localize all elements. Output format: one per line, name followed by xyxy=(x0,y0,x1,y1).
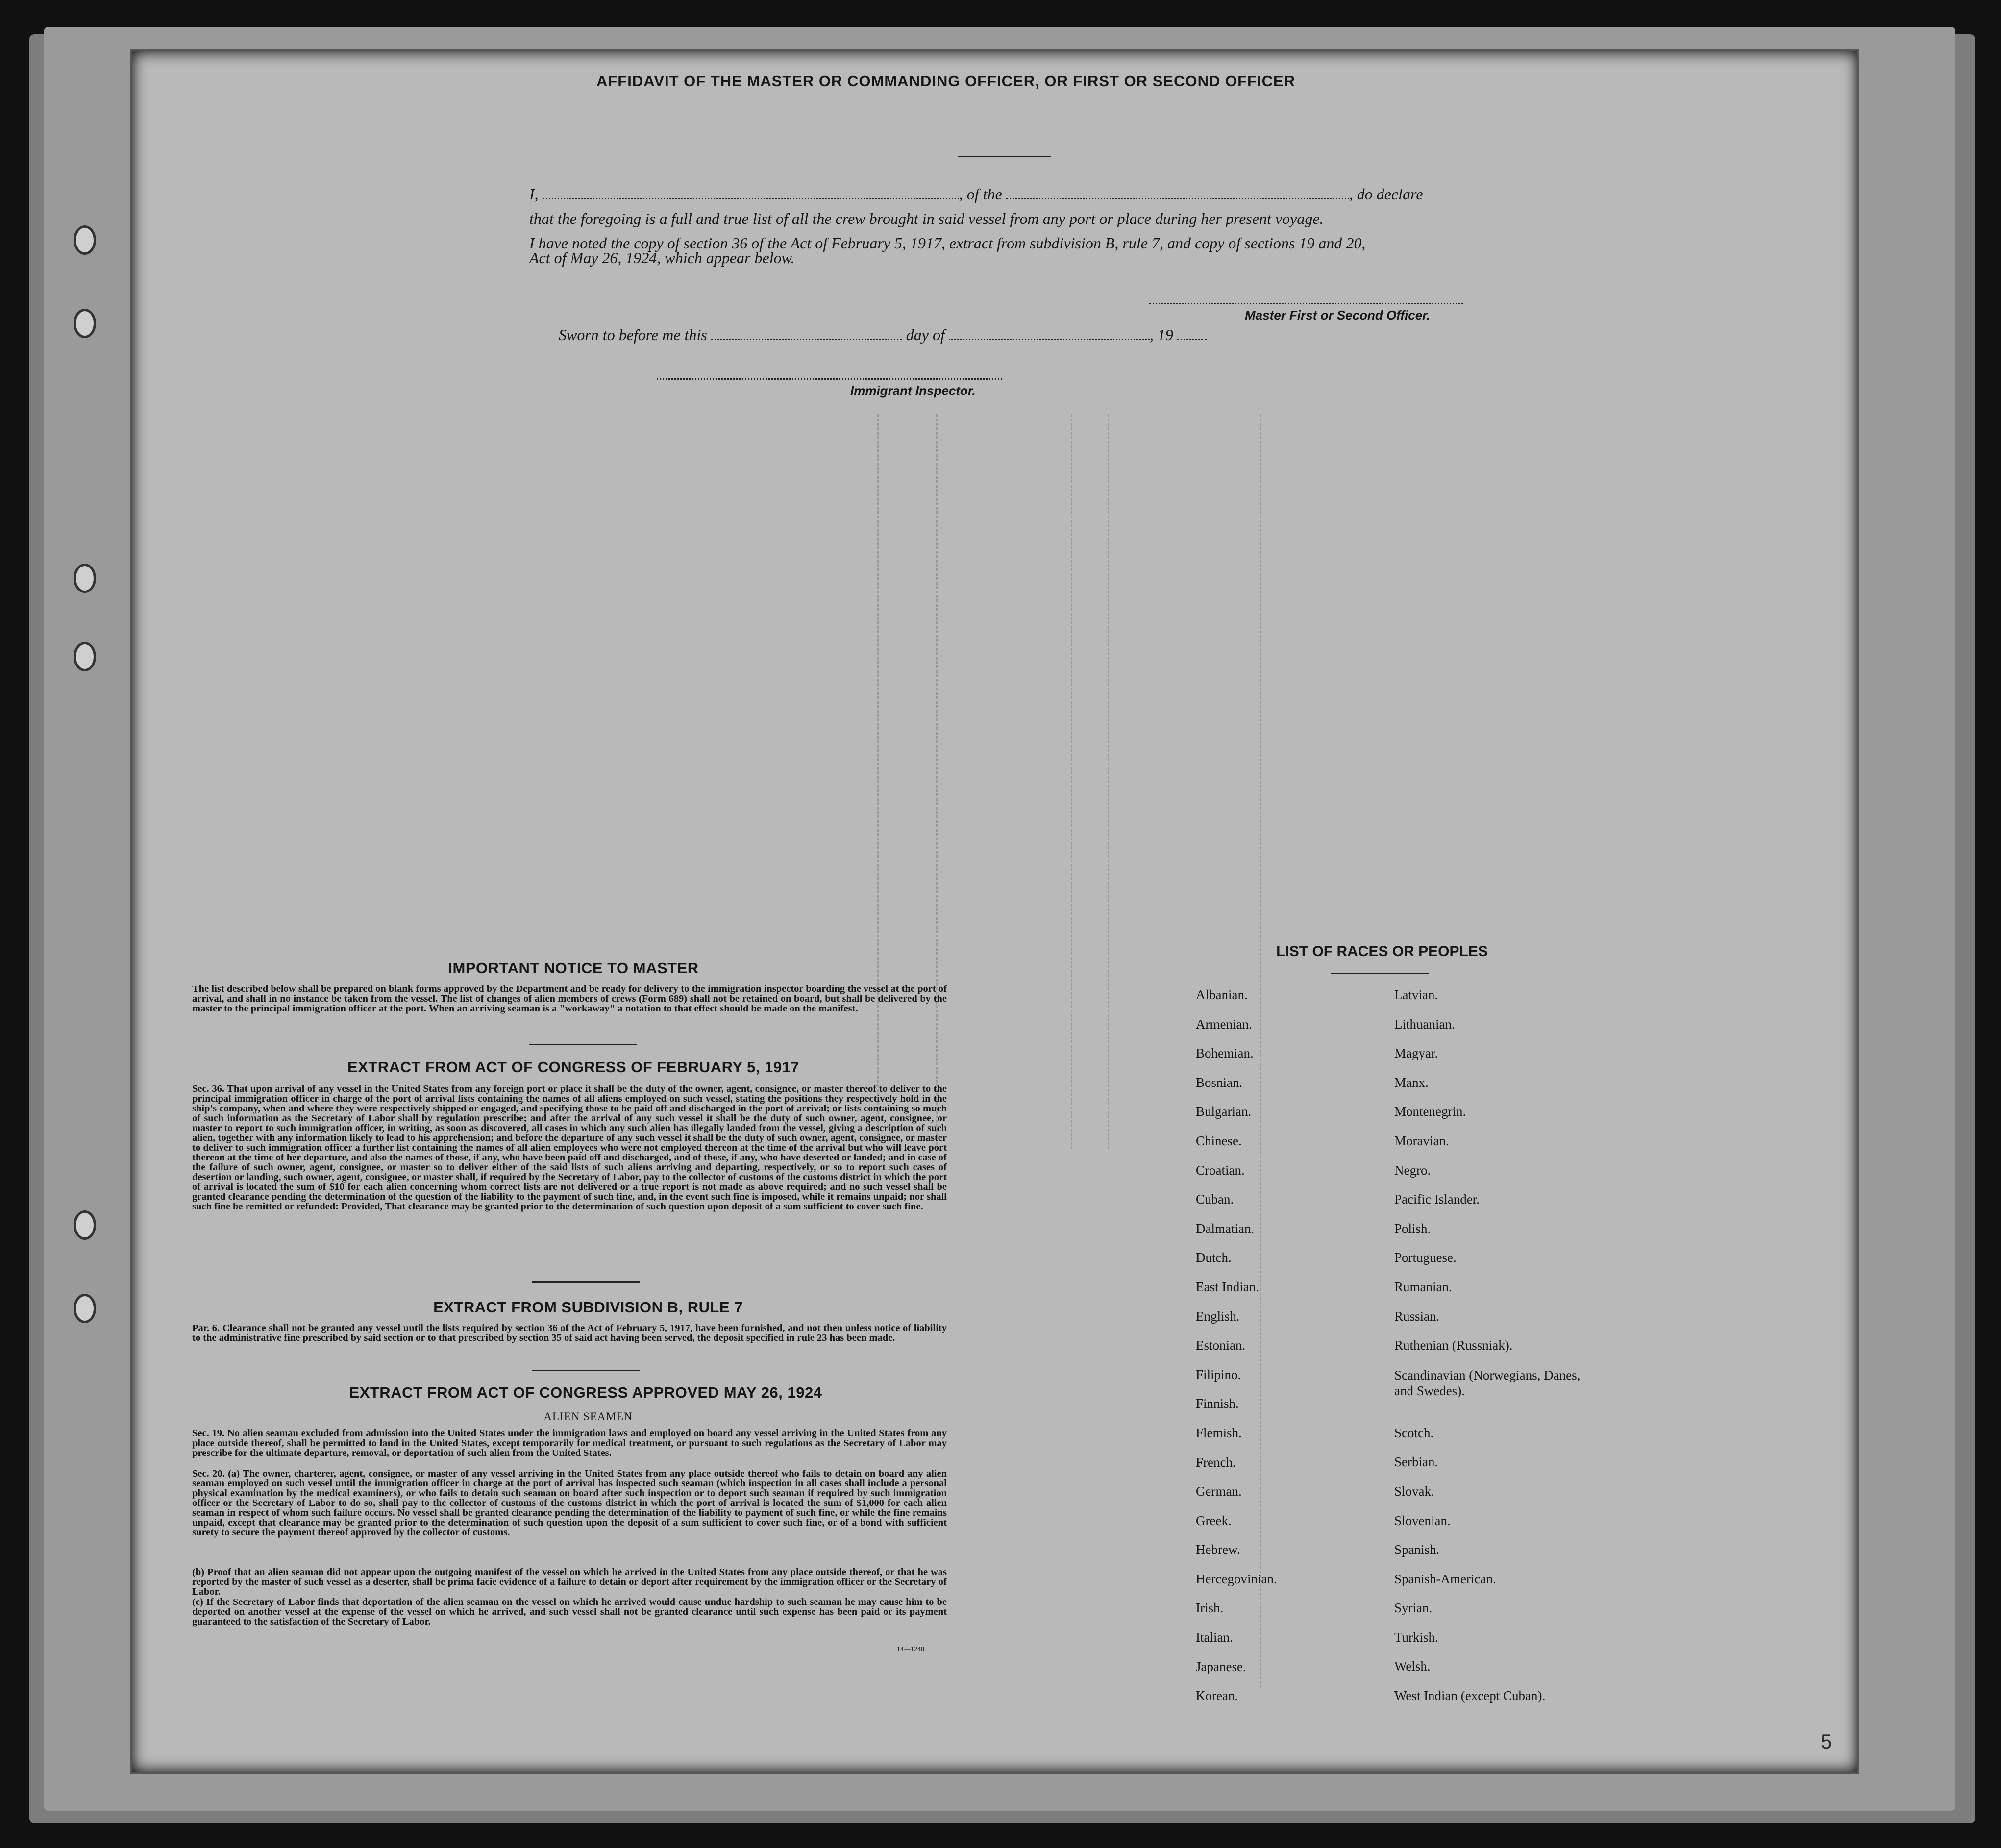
race-item: Finnish. xyxy=(1196,1396,1239,1411)
name-blank[interactable] xyxy=(543,197,959,199)
affidavit-line-3: I have noted the copy of section 36 of the Act of February 5, 1917, extract from subdivision B, rule 7, and copy of sections 19 and 20, xyxy=(529,234,1366,252)
extract-1924-sec-19: Sec. 19. No alien seaman excluded from admission into the United States under the immigration laws and employed on board any vessel arriving in the United States from any place outside thereof, shall be permitted to land in the United States, except temporarily for medical treatment, or pursuant to such regulations as the Secretary of Labor may prescribe for the ultimate departure, removal, or deportation of such alien from the United States. xyxy=(192,1428,947,1458)
binder-hole xyxy=(74,309,96,338)
title-divider xyxy=(958,156,1051,157)
binder-hole xyxy=(74,642,96,671)
notice-title: IMPORTANT NOTICE TO MASTER xyxy=(448,960,699,977)
section-divider xyxy=(529,1044,637,1045)
race-item: Italian. xyxy=(1196,1630,1233,1645)
master-signature-label: Master First or Second Officer. xyxy=(1245,308,1431,322)
binder-hole xyxy=(74,1210,96,1240)
section-divider xyxy=(532,1281,640,1283)
binder-hole xyxy=(74,564,96,593)
extract-1917-text: Sec. 36. That upon arrival of any vessel in the United States from any foreign port or place it shall be the duty of the owner, agent, consignee, or master thereof to deliver to the principal immigration officer in charge of the port of arrival lists containing the names of all aliens employed on such vessel, stating the positions they respectively hold in the ship's company, when and where they were respectively shipped or engaged, and specifying those to be paid off and discharged in the port of arrival; or lists containing so much of such information as the Secretary of Labor shall by regulation prescribe; and after the arrival of any such vessel it shall be the duty of such owner, agent, consignee, or master to report to such immigration officer, in writing, as soon as discovered, all cases in which any such alien has illegally landed from the vessel, giving a description of such alien, together with any information likely to lead to his apprehension; and before the departure of any such vessel it shall be the duty of such owner, agent, consignee, or master to deliver to such immigration officer a further list containing the names of all alien employees who were not employed thereon at the time of the arrival but who will leave port thereon at the time of her departure, and also the names of those, if any, who have been paid off and discharged, and of those, if any, who have deserted or landed; and in case of the failure of such owner, agent, consignee, or master so to deliver either of the said lists of such aliens arriving and departing, respectively, or so to report such cases of desertion or landing, such owner, agent, consignee, or master shall, if required by the Secretary of Labor, pay to the collector of customs of the customs district in which the port of arrival is located the sum of $10 for each alien concerning whom correct lists are not delivered or a true report is not made as above required; and no such vessel shall be granted clearance pending the determination of the question of the liability to the payment of such fine, and, in the event such fine is imposed, while it remains unpaid; nor shall such fine be remitted or refunded: Provided, That clearance may be granted prior to the determination of such question upon deposit of a sum sufficient to cover such fine. xyxy=(192,1084,947,1212)
race-item: Serbian. xyxy=(1394,1454,1438,1470)
race-item: Slovenian. xyxy=(1394,1513,1451,1528)
affidavit-do-declare: , do declare xyxy=(1349,185,1423,203)
alien-seamen-subtitle: ALIEN SEAMEN xyxy=(543,1410,633,1423)
races-title: LIST OF RACES OR PEOPLES xyxy=(1276,943,1488,960)
race-item: Bulgarian. xyxy=(1196,1104,1252,1119)
race-item: Hebrew. xyxy=(1196,1542,1240,1557)
race-item: Portuguese. xyxy=(1394,1250,1457,1265)
race-item: Polish. xyxy=(1394,1221,1431,1236)
race-item: Korean. xyxy=(1196,1688,1238,1703)
show-through-rule xyxy=(877,414,879,1149)
inspector-signature-label: Immigrant Inspector. xyxy=(850,383,976,398)
race-item: Scandinavian (Norwegians, Danes, and Swedes). xyxy=(1394,1367,1581,1398)
binder-hole xyxy=(74,1294,96,1323)
race-item: West Indian (except Cuban). xyxy=(1394,1688,1546,1703)
affidavit-line-1 xyxy=(529,185,1423,203)
extract-1924-sec-20a: Sec. 20. (a) The owner, charterer, agent, consignee, or master of any vessel arriving in the United States from any place outside thereof who fails to detain on board any alien seaman employed on such vessel until the immigration officer in charge at the port of arrival has inspected such seaman (which inspection in all cases shall include a personal physical examination by the medical examiners), or who fails to detain such seaman on board after such inspection or to deport such seaman if required by such immigration officer or the Secretary of Labor to do so, shall pay to the collector of customs of the customs district in which the port of arrival is located the sum of $1,000 for each alien seaman in respect of whom such failure occurs. No vessel shall be granted clearance pending the determination of the liability to payment of such fine, or while the fine remains unpaid, except that clearance may be granted prior to the determination of such question upon the deposit of a sum sufficient to cover such fine, or of a bond with sufficient surety to secure the payment thereof approved by the collector of customs. xyxy=(192,1468,947,1538)
race-item: Syrian. xyxy=(1394,1601,1433,1616)
races-left-column xyxy=(1196,987,1277,1718)
show-through-rule xyxy=(936,414,938,1149)
race-item: Estonian. xyxy=(1196,1338,1246,1353)
race-item: Albanian. xyxy=(1196,987,1248,1002)
race-item: English. xyxy=(1196,1308,1240,1324)
sworn-year-blank[interactable] xyxy=(1177,338,1207,340)
race-item: Russian. xyxy=(1394,1308,1440,1324)
section-divider xyxy=(532,1370,640,1371)
show-through-rule xyxy=(1071,414,1072,1149)
sworn-day-blank[interactable] xyxy=(711,338,902,340)
year-prefix: , 19 xyxy=(1149,326,1173,344)
race-item: Pacific Islander. xyxy=(1394,1192,1480,1207)
affidavit-line-4: Act of May 26, 1924, which appear below. xyxy=(529,249,795,267)
race-item: Bosnian. xyxy=(1196,1075,1243,1090)
affidavit-of-the: , of the xyxy=(959,185,1002,203)
vessel-blank[interactable] xyxy=(1006,197,1349,199)
race-item: Filipino. xyxy=(1196,1367,1241,1382)
race-item: Latvian. xyxy=(1394,987,1438,1002)
day-of-label: day of xyxy=(906,326,945,344)
race-item: Manx. xyxy=(1394,1075,1429,1090)
form-number: 14—1240 xyxy=(897,1646,924,1653)
race-item: Hercegovinian. xyxy=(1196,1571,1277,1586)
race-item: Welsh. xyxy=(1394,1659,1431,1674)
race-item: Negro. xyxy=(1394,1162,1431,1178)
race-item: Flemish. xyxy=(1196,1425,1242,1440)
race-item: Dutch. xyxy=(1196,1250,1232,1265)
sworn-month-blank[interactable] xyxy=(949,338,1150,340)
race-item: Spanish. xyxy=(1394,1542,1440,1557)
race-item: Cuban. xyxy=(1196,1192,1234,1207)
extract-1924-sec-20b: (b) Proof that an alien seaman did not appear upon the outgoing manifest of the vessel on which he arrived in the United States from any place outside thereof, or that he was reported by the master of such vessel as a deserter, shall be prima facie evidence of a failure to detain or deport after requirement by the immigration officer or the Secretary of Labor. xyxy=(192,1567,947,1597)
race-item: Bohemian. xyxy=(1196,1046,1254,1061)
race-item: Magyar. xyxy=(1394,1046,1438,1061)
rule-7-title: EXTRACT FROM SUBDIVISION B, RULE 7 xyxy=(433,1299,743,1316)
show-through-rule xyxy=(1108,414,1109,1149)
race-item: Dalmatian. xyxy=(1196,1221,1255,1236)
race-item: German. xyxy=(1196,1484,1242,1499)
race-item: Ruthenian (Russniak). xyxy=(1394,1338,1513,1353)
race-item: Lithuanian. xyxy=(1394,1016,1455,1032)
affidavit-i: I, xyxy=(529,185,539,203)
race-item: East Indian. xyxy=(1196,1279,1259,1294)
sworn-label: Sworn to before me this xyxy=(559,326,707,344)
extract-1917-title: EXTRACT FROM ACT OF CONGRESS OF FEBRUARY 5, 1917 xyxy=(347,1059,799,1076)
rule-7-text: Par. 6. Clearance shall not be granted any vessel until the lists required by section 36 of the Act of February 5, 1917, have been furnished, and not then unless notice of liability to the administrative fine prescribed by said section or to that prescribed by section 35 of said act having been served, the deposit specified in rule 23 has been made. xyxy=(192,1323,947,1343)
race-item: Moravian. xyxy=(1394,1133,1449,1148)
race-item: Scotch. xyxy=(1394,1425,1434,1440)
inspector-signature-line[interactable] xyxy=(657,378,1002,380)
race-item: Slovak. xyxy=(1394,1483,1434,1499)
page-number-mark: 5 xyxy=(1821,1730,1832,1753)
master-signature-line[interactable] xyxy=(1149,303,1463,304)
race-item: Turkish. xyxy=(1394,1629,1438,1645)
race-item: Rumanian. xyxy=(1394,1279,1452,1294)
affidavit-line-2: that the foregoing is a full and true list of all the crew brought in said vessel from any port or place during her present voyage. xyxy=(529,210,1324,227)
binder-hole xyxy=(74,225,96,255)
race-item: Croatian. xyxy=(1196,1162,1245,1178)
race-item: Montenegrin. xyxy=(1394,1104,1466,1119)
affidavit-title: AFFIDAVIT OF THE MASTER OR COMMANDING OFFICER, OR FIRST OR SECOND OFFICER xyxy=(596,73,1296,90)
race-item: Armenian. xyxy=(1196,1016,1252,1032)
sworn-line xyxy=(559,326,1207,344)
races-divider xyxy=(1331,973,1429,974)
race-item: Chinese. xyxy=(1196,1133,1242,1148)
race-item: Irish. xyxy=(1196,1601,1224,1616)
extract-1924-sec-20c: (c) If the Secretary of Labor finds that deportation of the alien seaman on the vessel on which he arrived would cause undue hardship to such seaman he may cause him to be deported on another vessel at the expense of the vessel on which he arrived, and such vessel shall not be granted clearance until such expense has been paid or its payment guaranteed to the satisfaction of the Secretary of Labor. xyxy=(192,1597,947,1627)
notice-text: The list described below shall be prepared on blank forms approved by the Department and be ready for delivery to the immigration inspector boarding the vessel at the port of arrival, and shall in no instance be taken from the vessel. The list of changes of alien members of crews (Form 689) shall not be retained on board, but shall be delivered by the master to the principal immigration officer at the port. When an arriving seaman is a "workaway" a notation to that effect should be made on the manifest. xyxy=(192,984,947,1014)
extract-1924-title: EXTRACT FROM ACT OF CONGRESS APPROVED MAY 26, 1924 xyxy=(349,1384,822,1401)
race-item: French. xyxy=(1196,1454,1236,1470)
race-item: Japanese. xyxy=(1196,1659,1246,1674)
race-item: Greek. xyxy=(1196,1513,1232,1528)
race-item: Spanish-American. xyxy=(1394,1571,1496,1586)
races-right-column xyxy=(1394,987,1581,1718)
